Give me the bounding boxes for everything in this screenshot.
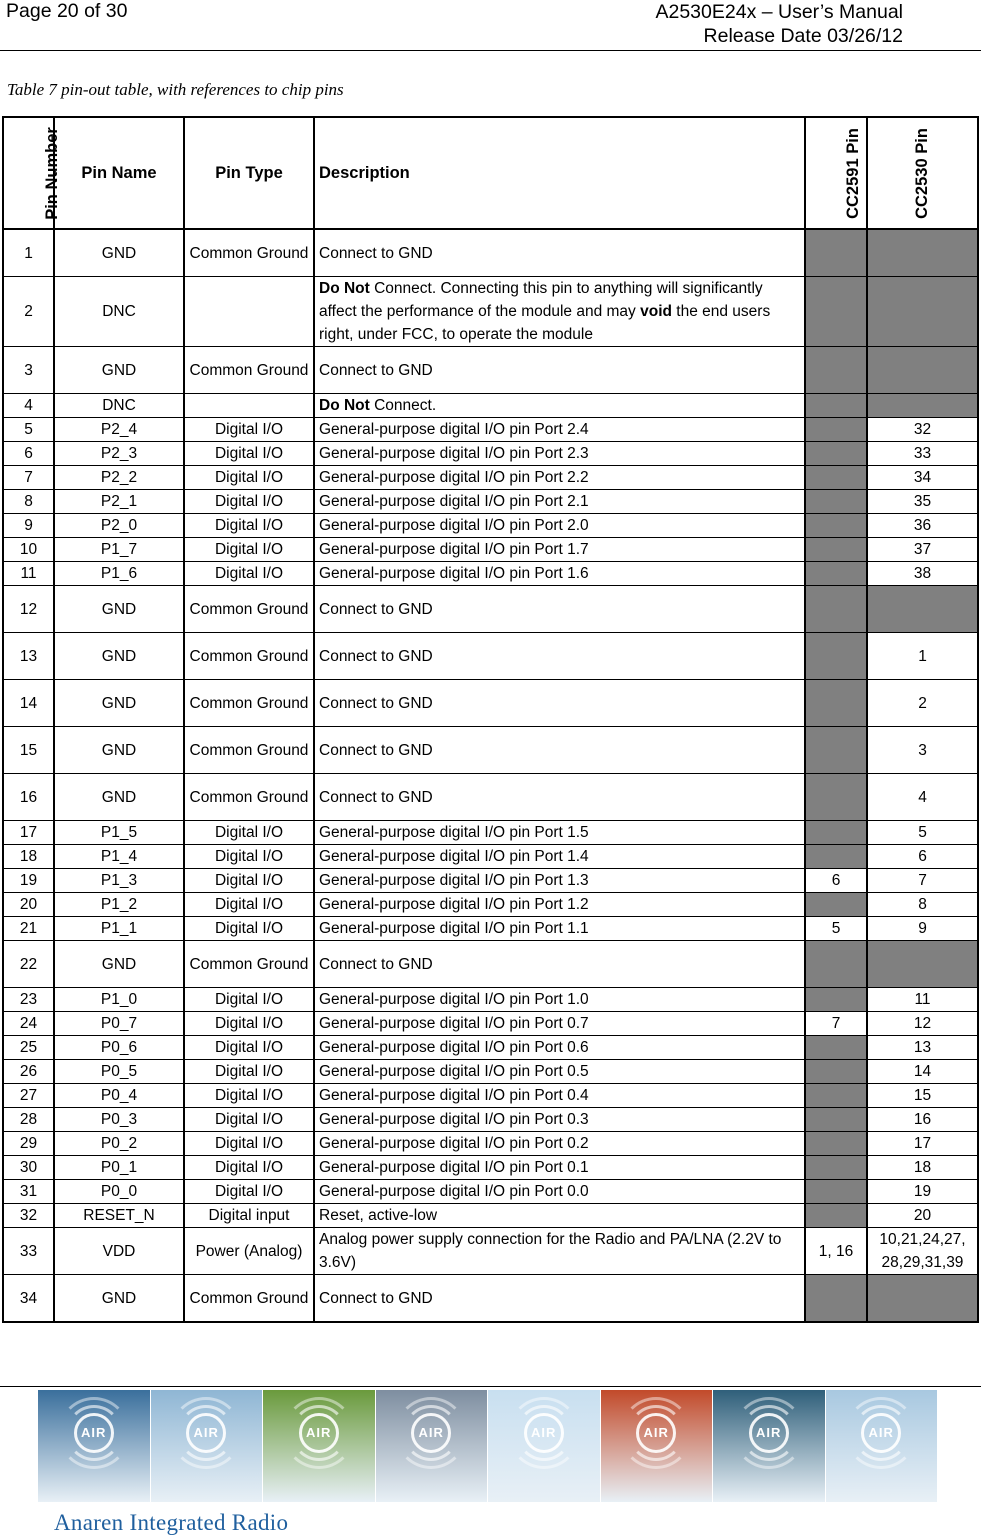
pin-type-cell: Digital I/O [184,893,314,917]
table-row [3,893,978,917]
pin-name-cell: P1_1 [54,917,184,941]
col-pin-name: Pin Name [54,117,184,229]
pin-name-cell: P0_3 [54,1108,184,1132]
pin-number-cell: 24 [3,1012,54,1036]
description-cell: General-purpose digital I/O pin Port 1.5 [314,821,805,845]
description-emphasis: void [640,303,672,320]
table-row [3,1275,978,1323]
description-cell: General-purpose digital I/O pin Port 1.6 [314,562,805,586]
table-row [3,633,978,680]
description-cell: General-purpose digital I/O pin Port 2.3 [314,442,805,466]
pin-type-cell: Digital I/O [184,418,314,442]
description-cell: Connect to GND [314,727,805,774]
cc2591-pin-cell: 5 [805,917,867,941]
pin-name-cell: P1_6 [54,562,184,586]
description-cell: Connect to GND [314,680,805,727]
pin-type-cell: Digital I/O [184,538,314,562]
pin-name-cell: P1_7 [54,538,184,562]
air-wireless-icon: AIR [299,1413,339,1453]
cc2530-pin-cell: 37 [867,538,978,562]
table-header-row [3,117,978,229]
description-cell: Analog power supply connection for the Radio and PA/LNA (2.2V to 3.6V) [314,1228,805,1275]
table-row [3,1228,978,1275]
cc2591-pin-cell [805,988,867,1012]
pin-name-cell: P2_2 [54,466,184,490]
cc2530-pin-cell: 3 [867,727,978,774]
pin-type-cell: Common Ground [184,680,314,727]
pin-type-cell: Common Ground [184,941,314,988]
pin-number-cell: 3 [3,347,54,394]
pin-name-cell: GND [54,774,184,821]
description-cell: General-purpose digital I/O pin Port 1.7 [314,538,805,562]
pin-name-cell: P0_5 [54,1060,184,1084]
cc2591-pin-cell: 7 [805,1012,867,1036]
cc2530-pin-cell: 16 [867,1108,978,1132]
table-row [3,394,978,418]
cc2591-pin-cell [805,1036,867,1060]
cc2530-pin-cell: 33 [867,442,978,466]
pin-number-cell: 21 [3,917,54,941]
description-cell: Connect to GND [314,1275,805,1323]
pin-type-cell: Digital I/O [184,1060,314,1084]
pin-type-cell: Digital I/O [184,1108,314,1132]
cc2530-pin-cell: 10,21,24,27, 28,29,31,39 [867,1228,978,1275]
pin-name-cell: P0_2 [54,1132,184,1156]
pin-name-cell: P2_0 [54,514,184,538]
pin-number-cell: 5 [3,418,54,442]
cc2591-pin-cell: 1, 16 [805,1228,867,1275]
pin-number-cell: 2 [3,277,54,347]
pin-number-cell: 8 [3,490,54,514]
description-cell: Connect to GND [314,774,805,821]
description-cell: General-purpose digital I/O pin Port 0.0 [314,1180,805,1204]
pin-number-cell: 26 [3,1060,54,1084]
pinout-table [2,116,979,1323]
description-cell: General-purpose digital I/O pin Port 0.4 [314,1084,805,1108]
pin-type-cell: Digital I/O [184,442,314,466]
pin-number-cell: 12 [3,586,54,633]
table-row [3,680,978,727]
pin-number-cell: 18 [3,845,54,869]
description-cell: General-purpose digital I/O pin Port 1.2 [314,893,805,917]
pin-type-cell: Common Ground [184,347,314,394]
cc2591-pin-cell [805,277,867,347]
pin-name-cell: P0_6 [54,1036,184,1060]
table-row [3,1156,978,1180]
description-cell: Connect to GND [314,229,805,277]
pin-name-cell: GND [54,229,184,277]
banner-tile [38,1390,151,1502]
cc2530-pin-cell: 4 [867,774,978,821]
air-wireless-icon: AIR [861,1413,901,1453]
pin-number-cell: 32 [3,1204,54,1228]
description-cell [314,394,805,418]
table-row [3,514,978,538]
brand-name: Anaren Integrated Radio [54,1510,289,1535]
pin-number-cell: 28 [3,1108,54,1132]
pin-type-cell: Digital I/O [184,1180,314,1204]
pin-type-cell: Common Ground [184,1275,314,1323]
description-cell: General-purpose digital I/O pin Port 2.1 [314,490,805,514]
cc2591-pin-cell [805,821,867,845]
description-cell: General-purpose digital I/O pin Port 2.0 [314,514,805,538]
table-row [3,466,978,490]
table-row [3,562,978,586]
cc2591-pin-cell [805,442,867,466]
pin-type-cell: Power (Analog) [184,1228,314,1275]
table-row [3,774,978,821]
pin-name-cell: P1_2 [54,893,184,917]
description-emphasis: Do Not [319,396,370,414]
pin-number-cell: 11 [3,562,54,586]
description-cell: General-purpose digital I/O pin Port 0.6 [314,1036,805,1060]
cc2530-pin-cell: 32 [867,418,978,442]
cc2530-pin-cell: 38 [867,562,978,586]
table-row [3,1180,978,1204]
table-row [3,1012,978,1036]
col-cc2591-pin: CC2591 Pin [805,117,867,229]
cc2530-pin-cell: 1 [867,633,978,680]
table-row [3,941,978,988]
pin-name-cell: DNC [54,394,184,418]
cc2530-pin-cell: 17 [867,1132,978,1156]
table-row [3,1084,978,1108]
pin-type-cell: Common Ground [184,774,314,821]
table-row [3,821,978,845]
description-cell: Connect to GND [314,633,805,680]
cc2591-pin-cell [805,727,867,774]
pin-name-cell: P1_3 [54,869,184,893]
pin-type-cell [184,394,314,418]
page-number: Page 20 of 30 [6,0,128,22]
cc2591-pin-cell [805,562,867,586]
pin-number-cell: 34 [3,1275,54,1323]
pin-name-cell: GND [54,347,184,394]
pin-type-cell: Digital I/O [184,1156,314,1180]
description-cell: General-purpose digital I/O pin Port 2.4 [314,418,805,442]
anaren-banner-image [38,1390,938,1502]
pin-type-cell: Digital I/O [184,1084,314,1108]
cc2591-pin-cell [805,1060,867,1084]
pin-type-cell: Common Ground [184,633,314,680]
air-wireless-icon: AIR [411,1413,451,1453]
pin-name-cell: P0_7 [54,1012,184,1036]
cc2530-pin-cell: 7 [867,869,978,893]
banner-tile [376,1390,489,1502]
cc2530-pin-cell [867,1275,978,1323]
banner-tile [601,1390,714,1502]
table-row [3,1060,978,1084]
pin-type-cell: Common Ground [184,229,314,277]
pin-type-cell: Digital I/O [184,917,314,941]
pin-number-cell: 1 [3,229,54,277]
cc2591-pin-cell [805,1180,867,1204]
description-cell: Connect to GND [314,941,805,988]
release-date: Release Date 03/26/12 [703,25,903,47]
table-row [3,418,978,442]
cc2591-pin-cell [805,586,867,633]
pin-type-cell: Digital I/O [184,845,314,869]
description-cell: General-purpose digital I/O pin Port 2.2 [314,466,805,490]
pin-name-cell: GND [54,633,184,680]
pin-name-cell: GND [54,680,184,727]
cc2530-pin-cell: 19 [867,1180,978,1204]
cc2530-pin-cell: 5 [867,821,978,845]
cc2530-pin-cell: 12 [867,1012,978,1036]
pin-type-cell: Common Ground [184,727,314,774]
pin-type-cell: Common Ground [184,586,314,633]
pin-name-cell: P1_4 [54,845,184,869]
cc2530-pin-cell: 18 [867,1156,978,1180]
cc2591-pin-cell [805,774,867,821]
pin-number-cell: 27 [3,1084,54,1108]
pin-number-cell: 14 [3,680,54,727]
pin-number-cell: 22 [3,941,54,988]
pin-number-cell: 29 [3,1132,54,1156]
description-cell: General-purpose digital I/O pin Port 0.2 [314,1132,805,1156]
pin-name-cell: VDD [54,1228,184,1275]
air-wireless-icon: AIR [636,1413,676,1453]
cc2530-pin-cell: 34 [867,466,978,490]
pin-number-cell: 31 [3,1180,54,1204]
pin-name-cell: P2_4 [54,418,184,442]
description-cell: General-purpose digital I/O pin Port 1.3 [314,869,805,893]
pin-type-cell: Digital I/O [184,988,314,1012]
col-cc2530-pin: CC2530 Pin [867,117,978,229]
pin-number-cell: 16 [3,774,54,821]
pin-number-cell: 20 [3,893,54,917]
pin-name-cell: P0_1 [54,1156,184,1180]
document-header [655,0,903,48]
pin-name-cell: P0_4 [54,1084,184,1108]
table-row [3,442,978,466]
description-cell: Connect to GND [314,586,805,633]
cc2530-pin-cell: 14 [867,1060,978,1084]
cc2530-pin-cell: 9 [867,917,978,941]
pin-type-cell: Digital I/O [184,466,314,490]
pin-type-cell: Digital I/O [184,1036,314,1060]
table-row [3,988,978,1012]
pin-type-cell: Digital I/O [184,821,314,845]
cc2530-pin-cell: 36 [867,514,978,538]
pin-name-cell: P1_0 [54,988,184,1012]
description-text: Connect. Connecting this pin to anything will significantly affect the performance of the module and may [319,280,763,320]
cc2530-pin-cell [867,586,978,633]
description-cell: Reset, active-low [314,1204,805,1228]
pin-number-cell: 10 [3,538,54,562]
cc2530-pin-cell: 20 [867,1204,978,1228]
pin-number-cell: 9 [3,514,54,538]
table-row [3,869,978,893]
pin-type-cell: Digital I/O [184,514,314,538]
banner-tile [151,1390,264,1502]
cc2591-pin-cell [805,347,867,394]
air-wireless-icon: AIR [74,1413,114,1453]
description-cell: Connect to GND [314,347,805,394]
cc2530-pin-cell [867,347,978,394]
cc2591-pin-cell [805,514,867,538]
pin-name-cell: P0_0 [54,1180,184,1204]
cc2530-pin-cell [867,277,978,347]
cc2591-pin-cell [805,633,867,680]
description-cell: General-purpose digital I/O pin Port 1.0 [314,988,805,1012]
col-description: Description [314,117,805,229]
pin-type-cell: Digital I/O [184,562,314,586]
col-pin-number: Pin Number [3,117,54,229]
table-row [3,1132,978,1156]
pin-type-cell: Digital I/O [184,490,314,514]
pin-name-cell: P1_5 [54,821,184,845]
pin-number-cell: 30 [3,1156,54,1180]
header-divider [0,50,981,51]
description-cell: General-purpose digital I/O pin Port 1.1 [314,917,805,941]
pin-number-cell: 4 [3,394,54,418]
cc2591-pin-cell [805,680,867,727]
cc2591-pin-cell [805,538,867,562]
cc2591-pin-cell [805,893,867,917]
pin-number-cell: 15 [3,727,54,774]
pin-name-cell: GND [54,1275,184,1323]
cc2591-pin-cell: 6 [805,869,867,893]
cc2530-pin-cell: 2 [867,680,978,727]
cc2591-pin-cell [805,941,867,988]
description-text: Connect. [369,396,437,414]
cc2591-pin-cell [805,1275,867,1323]
pin-name-cell: GND [54,727,184,774]
description-cell: General-purpose digital I/O pin Port 0.3 [314,1108,805,1132]
pin-type-cell [184,277,314,347]
cc2530-pin-cell: 13 [867,1036,978,1060]
cc2530-pin-cell [867,941,978,988]
table-row [3,727,978,774]
pin-type-cell: Digital I/O [184,1012,314,1036]
air-wireless-icon: AIR [749,1413,789,1453]
air-wireless-icon: AIR [186,1413,226,1453]
table-row [3,1204,978,1228]
cc2530-pin-cell [867,394,978,418]
cc2591-pin-cell [805,466,867,490]
description-cell: General-purpose digital I/O pin Port 1.4 [314,845,805,869]
table-row [3,490,978,514]
pin-name-cell: P2_1 [54,490,184,514]
table-row [3,1036,978,1060]
pin-name-cell: P2_3 [54,442,184,466]
pin-number-cell: 25 [3,1036,54,1060]
table-row [3,347,978,394]
description-cell [314,277,805,347]
description-emphasis: Do Not [319,280,370,297]
cc2530-pin-cell: 6 [867,845,978,869]
pin-number-cell: 6 [3,442,54,466]
banner-tile [713,1390,826,1502]
document-title: A2530E24x – User’s Manual [655,1,903,23]
air-wireless-icon: AIR [524,1413,564,1453]
cc2530-pin-cell: 11 [867,988,978,1012]
cc2591-pin-cell [805,418,867,442]
pin-number-cell: 7 [3,466,54,490]
pin-number-cell: 19 [3,869,54,893]
description-cell: General-purpose digital I/O pin Port 0.7 [314,1012,805,1036]
cc2591-pin-cell [805,1084,867,1108]
cc2591-pin-cell [805,1204,867,1228]
description-text: the end users right, under FCC, to operate the module [319,303,771,343]
table-row [3,229,978,277]
pin-number-cell: 23 [3,988,54,1012]
description-cell: General-purpose digital I/O pin Port 0.5 [314,1060,805,1084]
pin-name-cell: GND [54,941,184,988]
cc2530-pin-cell [867,229,978,277]
cc2591-pin-cell [805,1108,867,1132]
col-pin-type: Pin Type [184,117,314,229]
cc2591-pin-cell [805,229,867,277]
table-row [3,538,978,562]
pin-number-cell: 33 [3,1228,54,1275]
cc2591-pin-cell [805,394,867,418]
pin-name-cell: DNC [54,277,184,347]
footer-divider [0,1386,981,1387]
table-row [3,845,978,869]
pin-type-cell: Digital I/O [184,869,314,893]
cc2530-pin-cell: 8 [867,893,978,917]
pin-number-cell: 13 [3,633,54,680]
pin-number-cell: 17 [3,821,54,845]
cc2530-pin-cell: 15 [867,1084,978,1108]
pin-name-cell: GND [54,586,184,633]
table-caption: Table 7 pin-out table, with references to chip pins [7,80,344,99]
banner-tile [488,1390,601,1502]
table-row [3,586,978,633]
pin-type-cell: Digital I/O [184,1132,314,1156]
cc2591-pin-cell [805,1132,867,1156]
table-row [3,917,978,941]
table-row [3,277,978,347]
banner-tile [263,1390,376,1502]
cc2591-pin-cell [805,845,867,869]
pin-type-cell: Digital input [184,1204,314,1228]
description-cell: General-purpose digital I/O pin Port 0.1 [314,1156,805,1180]
cc2591-pin-cell [805,1156,867,1180]
pin-name-cell: RESET_N [54,1204,184,1228]
table-body [3,229,978,1322]
table-row [3,1108,978,1132]
banner-tile [826,1390,939,1502]
cc2591-pin-cell [805,490,867,514]
cc2530-pin-cell: 35 [867,490,978,514]
